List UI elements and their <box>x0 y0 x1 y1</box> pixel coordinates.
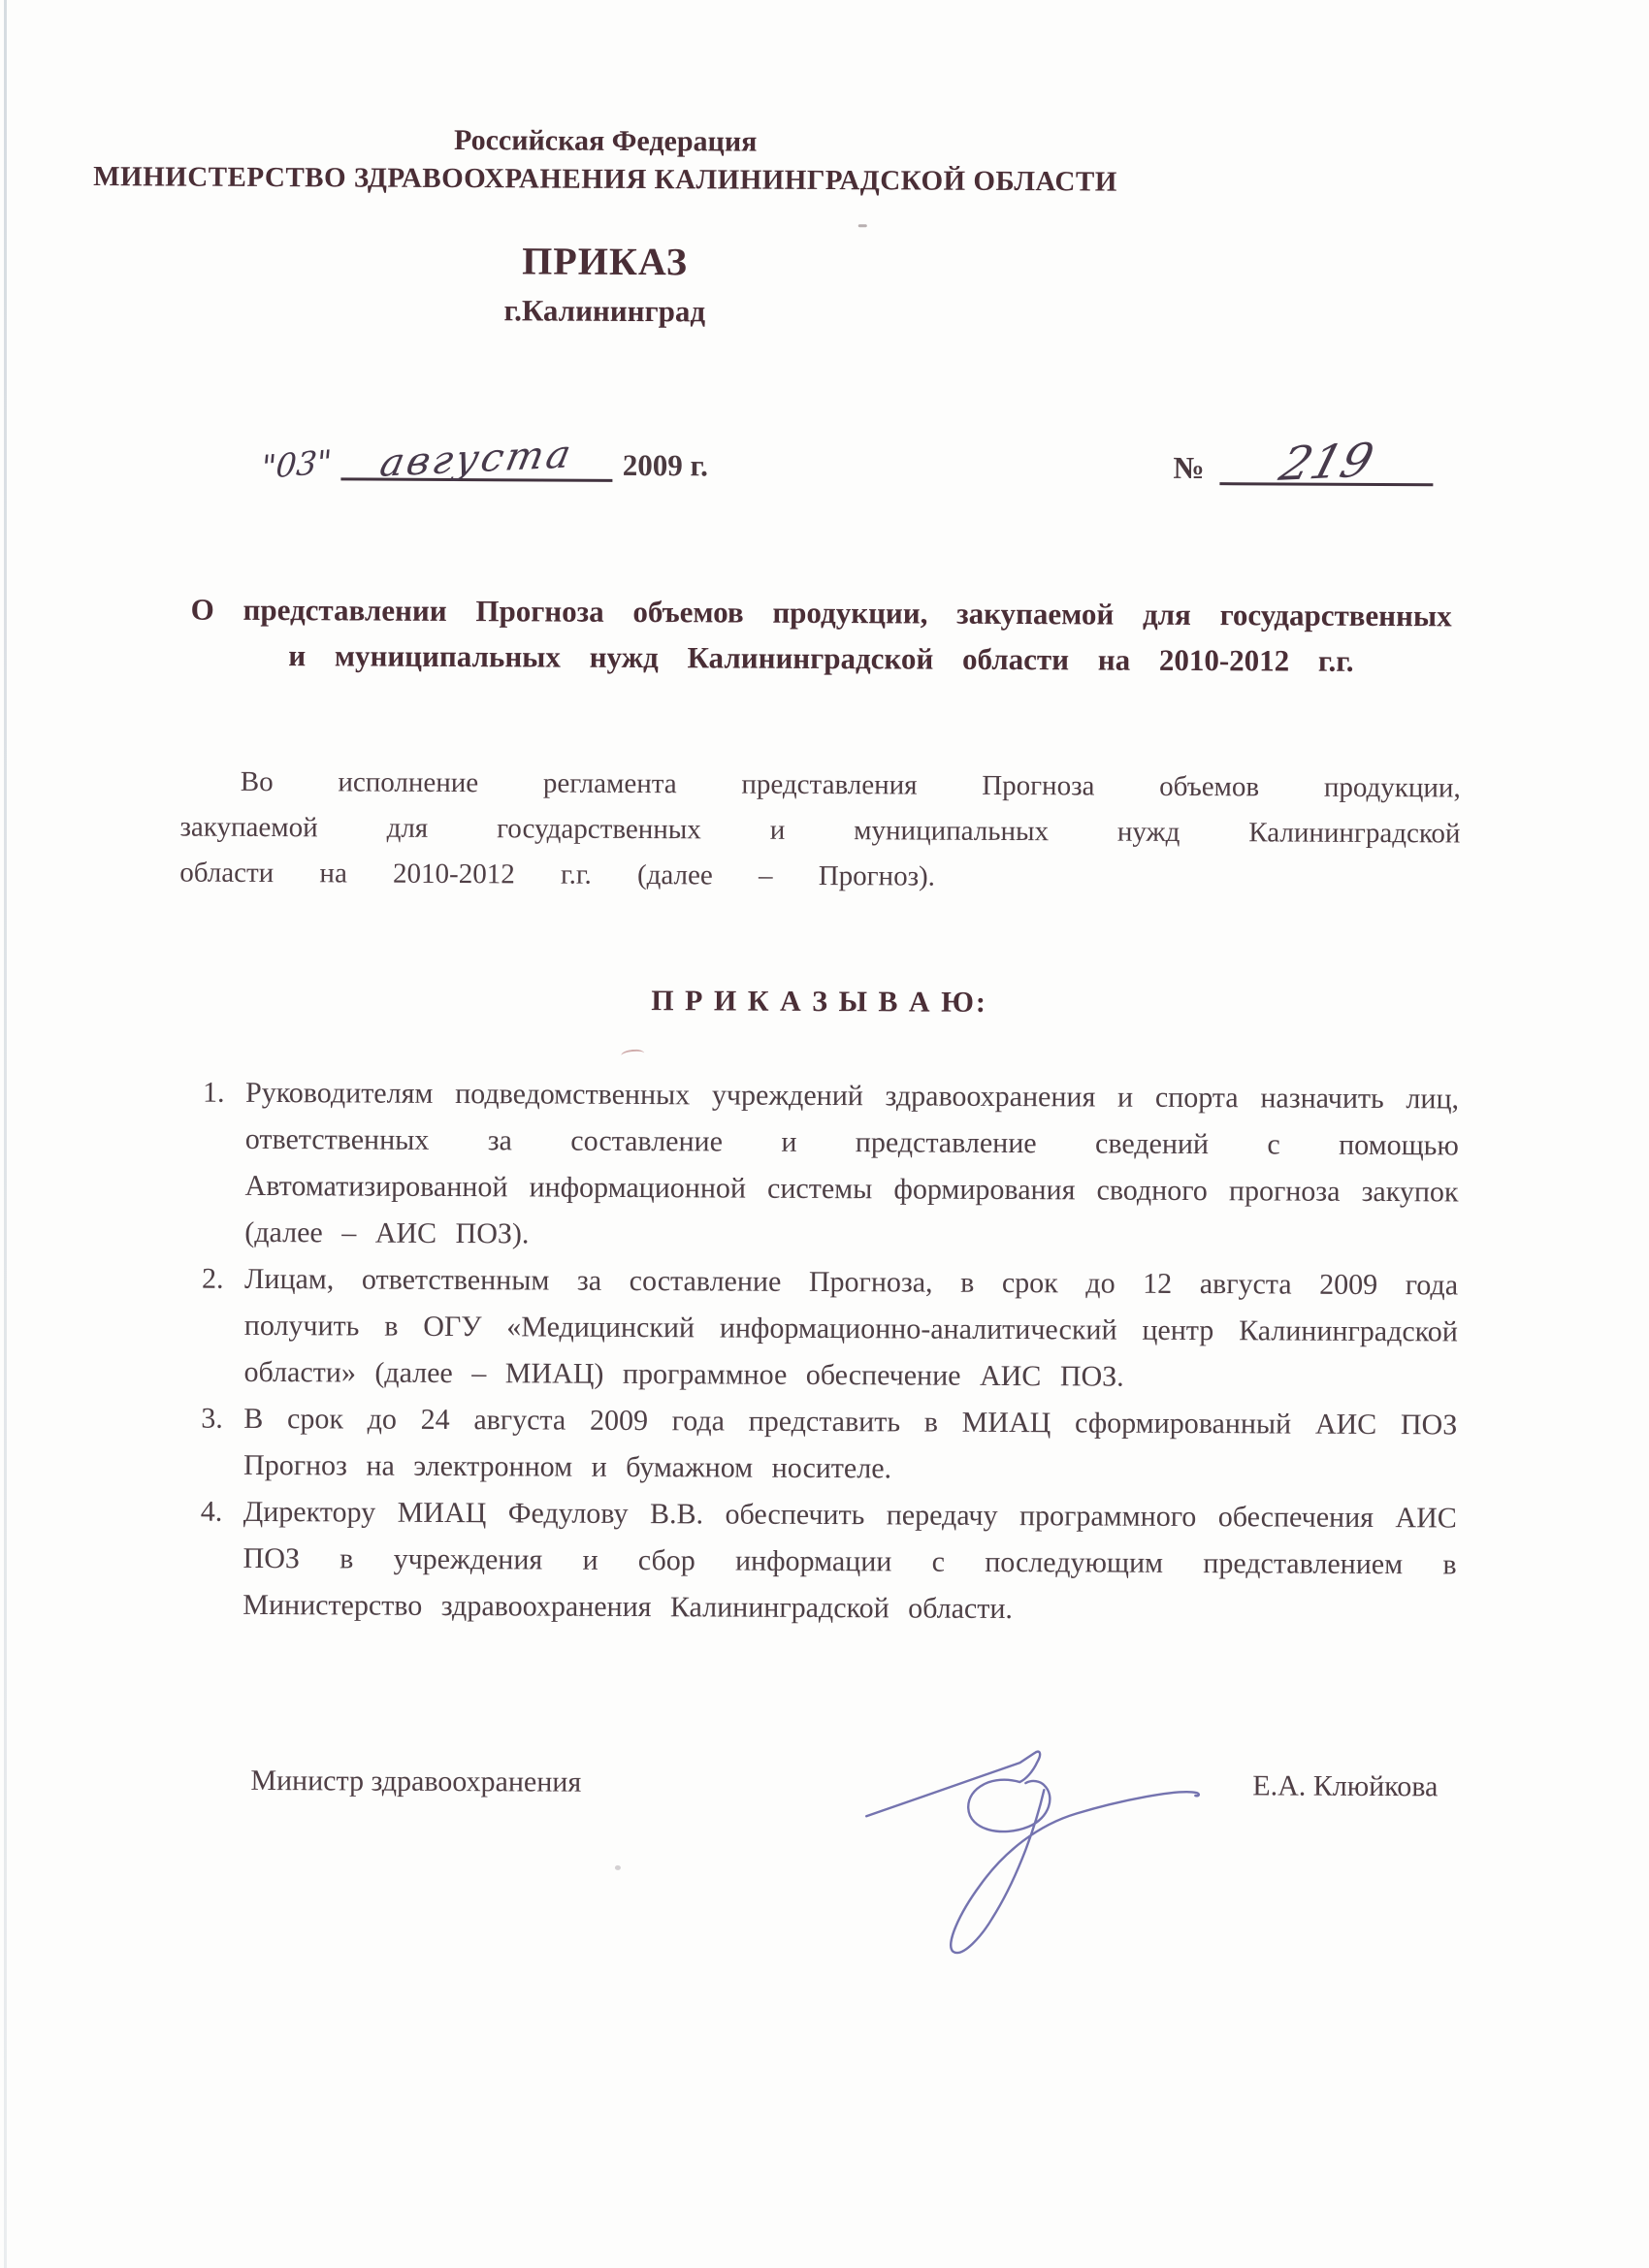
date-number-row <box>181 405 1462 492</box>
order-list <box>200 1070 1459 1636</box>
item-number: 4. <box>200 1495 223 1528</box>
handwritten-number: 219 <box>1274 433 1380 492</box>
date-field <box>259 432 709 487</box>
number-field <box>1173 433 1433 492</box>
number-underline <box>1220 433 1434 492</box>
month-underline <box>341 432 613 486</box>
item-number: 1. <box>203 1076 225 1109</box>
item-number: 3. <box>201 1402 223 1435</box>
item-text: В срок до 24 августа 2009 года представить в МИАЦ сформированный АИС ПОЗ Прогноз на электронном и бумажном носителе. <box>242 1402 1458 1485</box>
letterhead <box>51 122 1158 332</box>
scan-artifact <box>621 1049 645 1060</box>
order-item <box>201 1256 1458 1403</box>
country-line: Российская Федерация <box>453 124 758 158</box>
item-text: Лицам, ответственным за составление Прогноза, в срок до 12 августа 2009 года получить в ОГУ «Медицинский информационно-аналитический центр Калининградской области» (далее – МИАЦ) программное обеспечение АИС ПОЗ. <box>243 1262 1459 1393</box>
intro-paragraph: Во исполнение регламента представления Прогноза объемов продукции, закупаемой для государственных и муниципальных нужд Калининградской области на 2010-2012 г.г. (далее – Прогноз). <box>179 765 1461 892</box>
ministry-line: МИНИСТЕРСТВО ЗДРАВООХРАНЕНИЯ КАЛИНИНГРАДСКОЙ ОБЛАСТИ <box>93 161 1117 198</box>
signature-stroke <box>865 1751 1199 1955</box>
handwritten-day: "03" <box>259 441 334 487</box>
handwritten-month: августа <box>376 432 578 486</box>
order-title: О представлении Прогноза объемов продукции, закупаемой для государственных и муниципальных нужд Калининградской области на 2010-2012 г.г. <box>190 592 1452 678</box>
order-heading: П Р И К А З Ы В А Ю: <box>651 985 988 1019</box>
number-sign: № <box>1173 449 1205 485</box>
order-item <box>201 1396 1457 1496</box>
minister-name: Е.А. Клюйкова <box>1252 1769 1439 1803</box>
order-item <box>202 1070 1459 1263</box>
minister-position-label: Министр здравоохранения <box>250 1764 582 1798</box>
item-text: Руководителям подведомственных учреждений здравоохранения и спорта назначить лиц, ответственных за составление и представление сведений с помощью Автоматизированной информационной системы формирования сводного прогноза закупок (далее – АИС ПОЗ). <box>244 1076 1460 1250</box>
scan-artifact <box>615 1865 621 1870</box>
year-label: 2009 г. <box>622 447 709 483</box>
item-number: 2. <box>202 1262 224 1295</box>
minister-signature-ink <box>857 1738 1208 1968</box>
doc-type-title: ПРИКАЗ <box>522 239 689 284</box>
city-line: г.Калининград <box>503 293 706 329</box>
item-text: Директору МИАЦ Федулову В.В. обеспечить передачу программного обеспечения АИС ПОЗ в учреждения и сбор информации с последующим представлением в Министерство здравоохранения Калининградской области. <box>242 1495 1457 1626</box>
signature-row <box>250 1765 1438 1803</box>
order-item <box>200 1489 1457 1636</box>
